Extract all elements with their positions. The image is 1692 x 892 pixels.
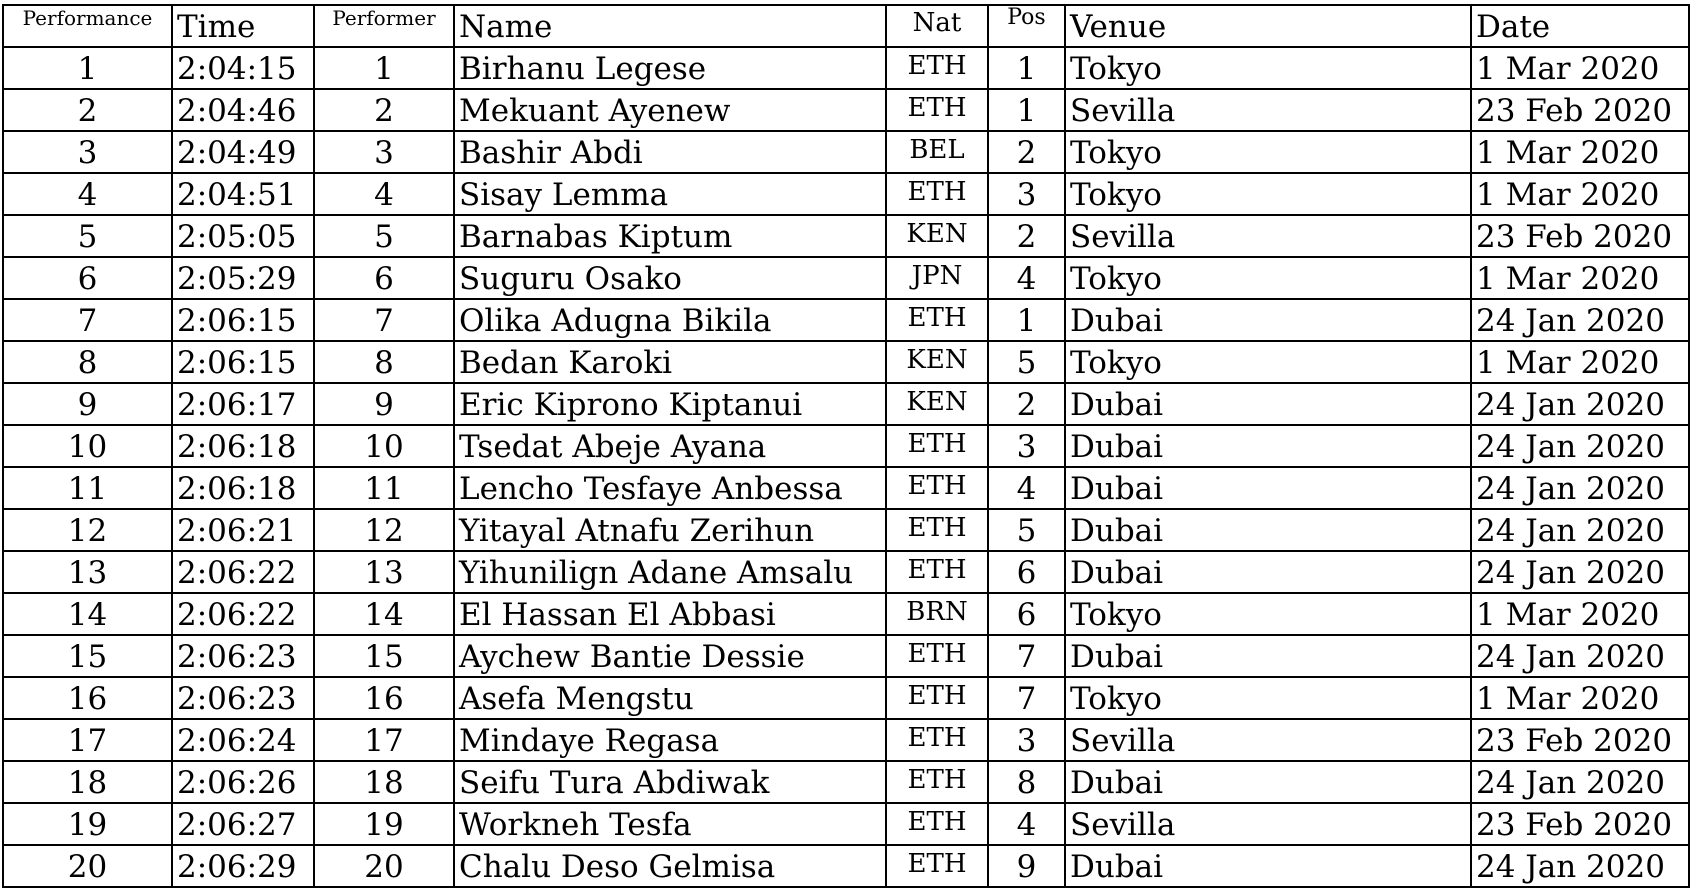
cell-nat: KEN bbox=[886, 215, 988, 257]
cell-performance: 19 bbox=[3, 803, 172, 845]
cell-venue: Dubai bbox=[1065, 509, 1471, 551]
cell-time: 2:06:26 bbox=[172, 761, 314, 803]
cell-venue: Dubai bbox=[1065, 425, 1471, 467]
cell-venue: Dubai bbox=[1065, 845, 1471, 887]
cell-name: Tsedat Abeje Ayana bbox=[454, 425, 886, 467]
cell-venue: Tokyo bbox=[1065, 677, 1471, 719]
cell-pos: 4 bbox=[988, 803, 1065, 845]
cell-performance: 13 bbox=[3, 551, 172, 593]
cell-time: 2:06:23 bbox=[172, 635, 314, 677]
cell-date: 24 Jan 2020 bbox=[1471, 551, 1689, 593]
cell-performance: 20 bbox=[3, 845, 172, 887]
cell-date: 1 Mar 2020 bbox=[1471, 131, 1689, 173]
cell-date: 23 Feb 2020 bbox=[1471, 719, 1689, 761]
cell-name: Barnabas Kiptum bbox=[454, 215, 886, 257]
cell-time: 2:06:17 bbox=[172, 383, 314, 425]
cell-venue: Tokyo bbox=[1065, 341, 1471, 383]
cell-time: 2:06:21 bbox=[172, 509, 314, 551]
cell-date: 1 Mar 2020 bbox=[1471, 677, 1689, 719]
cell-pos: 7 bbox=[988, 635, 1065, 677]
cell-pos: 2 bbox=[988, 131, 1065, 173]
cell-date: 24 Jan 2020 bbox=[1471, 509, 1689, 551]
table-row bbox=[3, 131, 1689, 173]
table-row bbox=[3, 299, 1689, 341]
cell-performer: 7 bbox=[314, 299, 454, 341]
cell-pos: 6 bbox=[988, 551, 1065, 593]
cell-nat: ETH bbox=[886, 719, 988, 761]
cell-name: Yihunilign Adane Amsalu bbox=[454, 551, 886, 593]
cell-time: 2:06:18 bbox=[172, 467, 314, 509]
cell-date: 24 Jan 2020 bbox=[1471, 467, 1689, 509]
cell-date: 1 Mar 2020 bbox=[1471, 173, 1689, 215]
cell-pos: 2 bbox=[988, 215, 1065, 257]
cell-time: 2:06:15 bbox=[172, 299, 314, 341]
cell-nat: ETH bbox=[886, 467, 988, 509]
cell-name: Lencho Tesfaye Anbessa bbox=[454, 467, 886, 509]
cell-time: 2:04:49 bbox=[172, 131, 314, 173]
cell-nat: ETH bbox=[886, 845, 988, 887]
table-row bbox=[3, 215, 1689, 257]
header-performer[interactable]: Performer bbox=[314, 5, 454, 47]
cell-time: 2:06:23 bbox=[172, 677, 314, 719]
cell-performer: 6 bbox=[314, 257, 454, 299]
cell-nat: ETH bbox=[886, 173, 988, 215]
header-row bbox=[3, 5, 1689, 47]
table-row bbox=[3, 719, 1689, 761]
cell-performer: 9 bbox=[314, 383, 454, 425]
cell-performance: 18 bbox=[3, 761, 172, 803]
cell-name: Seifu Tura Abdiwak bbox=[454, 761, 886, 803]
cell-name: Aychew Bantie Dessie bbox=[454, 635, 886, 677]
cell-date: 24 Jan 2020 bbox=[1471, 635, 1689, 677]
cell-performance: 10 bbox=[3, 425, 172, 467]
cell-time: 2:05:29 bbox=[172, 257, 314, 299]
cell-performer: 10 bbox=[314, 425, 454, 467]
cell-nat: ETH bbox=[886, 761, 988, 803]
cell-pos: 9 bbox=[988, 845, 1065, 887]
cell-performer: 16 bbox=[314, 677, 454, 719]
cell-pos: 4 bbox=[988, 257, 1065, 299]
table-row bbox=[3, 677, 1689, 719]
cell-venue: Dubai bbox=[1065, 635, 1471, 677]
cell-pos: 7 bbox=[988, 677, 1065, 719]
cell-venue: Dubai bbox=[1065, 551, 1471, 593]
table-row bbox=[3, 89, 1689, 131]
cell-time: 2:06:22 bbox=[172, 551, 314, 593]
cell-date: 1 Mar 2020 bbox=[1471, 47, 1689, 89]
table-row bbox=[3, 551, 1689, 593]
cell-nat: JPN bbox=[886, 257, 988, 299]
cell-performance: 2 bbox=[3, 89, 172, 131]
cell-date: 23 Feb 2020 bbox=[1471, 89, 1689, 131]
cell-nat: KEN bbox=[886, 383, 988, 425]
header-performance[interactable]: Performance bbox=[3, 5, 172, 47]
cell-nat: ETH bbox=[886, 509, 988, 551]
cell-performer: 12 bbox=[314, 509, 454, 551]
cell-venue: Sevilla bbox=[1065, 803, 1471, 845]
cell-nat: ETH bbox=[886, 677, 988, 719]
cell-name: Workneh Tesfa bbox=[454, 803, 886, 845]
cell-performer: 11 bbox=[314, 467, 454, 509]
cell-performance: 7 bbox=[3, 299, 172, 341]
table-row bbox=[3, 761, 1689, 803]
cell-time: 2:06:24 bbox=[172, 719, 314, 761]
cell-pos: 8 bbox=[988, 761, 1065, 803]
cell-pos: 4 bbox=[988, 467, 1065, 509]
cell-name: Olika Adugna Bikila bbox=[454, 299, 886, 341]
cell-performer: 5 bbox=[314, 215, 454, 257]
header-name[interactable]: Name bbox=[454, 5, 886, 47]
marathon-results-table bbox=[2, 4, 1690, 888]
cell-time: 2:05:05 bbox=[172, 215, 314, 257]
cell-name: Chalu Deso Gelmisa bbox=[454, 845, 886, 887]
cell-venue: Dubai bbox=[1065, 299, 1471, 341]
cell-performer: 15 bbox=[314, 635, 454, 677]
cell-date: 24 Jan 2020 bbox=[1471, 383, 1689, 425]
cell-name: Birhanu Legese bbox=[454, 47, 886, 89]
cell-date: 24 Jan 2020 bbox=[1471, 761, 1689, 803]
cell-nat: ETH bbox=[886, 89, 988, 131]
cell-date: 23 Feb 2020 bbox=[1471, 803, 1689, 845]
cell-pos: 1 bbox=[988, 47, 1065, 89]
cell-venue: Sevilla bbox=[1065, 215, 1471, 257]
cell-time: 2:06:15 bbox=[172, 341, 314, 383]
cell-nat: ETH bbox=[886, 299, 988, 341]
cell-pos: 1 bbox=[988, 89, 1065, 131]
header-venue[interactable]: Venue bbox=[1065, 5, 1471, 47]
cell-venue: Sevilla bbox=[1065, 89, 1471, 131]
cell-time: 2:06:29 bbox=[172, 845, 314, 887]
cell-name: Asefa Mengstu bbox=[454, 677, 886, 719]
cell-performance: 5 bbox=[3, 215, 172, 257]
cell-performance: 14 bbox=[3, 593, 172, 635]
table-row bbox=[3, 47, 1689, 89]
cell-performer: 19 bbox=[314, 803, 454, 845]
cell-venue: Tokyo bbox=[1065, 593, 1471, 635]
cell-performance: 17 bbox=[3, 719, 172, 761]
cell-nat: BEL bbox=[886, 131, 988, 173]
cell-name: Yitayal Atnafu Zerihun bbox=[454, 509, 886, 551]
cell-nat: ETH bbox=[886, 551, 988, 593]
cell-pos: 3 bbox=[988, 173, 1065, 215]
table-row bbox=[3, 173, 1689, 215]
cell-performer: 3 bbox=[314, 131, 454, 173]
cell-nat: BRN bbox=[886, 593, 988, 635]
cell-name: Eric Kiprono Kiptanui bbox=[454, 383, 886, 425]
cell-performer: 13 bbox=[314, 551, 454, 593]
table-row bbox=[3, 635, 1689, 677]
cell-performer: 2 bbox=[314, 89, 454, 131]
cell-name: Suguru Osako bbox=[454, 257, 886, 299]
cell-venue: Sevilla bbox=[1065, 719, 1471, 761]
cell-performance: 15 bbox=[3, 635, 172, 677]
cell-name: Sisay Lemma bbox=[454, 173, 886, 215]
cell-time: 2:06:18 bbox=[172, 425, 314, 467]
cell-nat: ETH bbox=[886, 47, 988, 89]
cell-date: 24 Jan 2020 bbox=[1471, 299, 1689, 341]
table-row bbox=[3, 467, 1689, 509]
cell-performer: 1 bbox=[314, 47, 454, 89]
cell-pos: 3 bbox=[988, 425, 1065, 467]
header-pos[interactable]: Pos bbox=[988, 5, 1065, 47]
cell-performance: 16 bbox=[3, 677, 172, 719]
cell-performer: 18 bbox=[314, 761, 454, 803]
cell-performance: 4 bbox=[3, 173, 172, 215]
cell-pos: 5 bbox=[988, 341, 1065, 383]
cell-performer: 8 bbox=[314, 341, 454, 383]
cell-pos: 2 bbox=[988, 383, 1065, 425]
cell-performer: 4 bbox=[314, 173, 454, 215]
header-date[interactable]: Date bbox=[1471, 5, 1689, 47]
table-body bbox=[3, 47, 1689, 887]
cell-venue: Tokyo bbox=[1065, 173, 1471, 215]
cell-performer: 17 bbox=[314, 719, 454, 761]
cell-time: 2:06:22 bbox=[172, 593, 314, 635]
table-row bbox=[3, 341, 1689, 383]
cell-pos: 6 bbox=[988, 593, 1065, 635]
cell-pos: 3 bbox=[988, 719, 1065, 761]
cell-time: 2:04:15 bbox=[172, 47, 314, 89]
cell-pos: 1 bbox=[988, 299, 1065, 341]
cell-performer: 20 bbox=[314, 845, 454, 887]
cell-performance: 12 bbox=[3, 509, 172, 551]
cell-time: 2:04:51 bbox=[172, 173, 314, 215]
header-nat[interactable]: Nat bbox=[886, 5, 988, 47]
cell-date: 1 Mar 2020 bbox=[1471, 257, 1689, 299]
cell-pos: 5 bbox=[988, 509, 1065, 551]
cell-nat: ETH bbox=[886, 803, 988, 845]
header-time[interactable]: Time bbox=[172, 5, 314, 47]
cell-name: El Hassan El Abbasi bbox=[454, 593, 886, 635]
cell-venue: Tokyo bbox=[1065, 257, 1471, 299]
cell-performer: 14 bbox=[314, 593, 454, 635]
cell-venue: Dubai bbox=[1065, 467, 1471, 509]
cell-time: 2:06:27 bbox=[172, 803, 314, 845]
cell-name: Bedan Karoki bbox=[454, 341, 886, 383]
cell-nat: KEN bbox=[886, 341, 988, 383]
cell-name: Bashir Abdi bbox=[454, 131, 886, 173]
table-row bbox=[3, 383, 1689, 425]
cell-nat: ETH bbox=[886, 425, 988, 467]
cell-venue: Dubai bbox=[1065, 761, 1471, 803]
cell-date: 1 Mar 2020 bbox=[1471, 593, 1689, 635]
table-row bbox=[3, 845, 1689, 887]
cell-performance: 11 bbox=[3, 467, 172, 509]
cell-venue: Tokyo bbox=[1065, 131, 1471, 173]
cell-venue: Tokyo bbox=[1065, 47, 1471, 89]
table-row bbox=[3, 509, 1689, 551]
cell-date: 1 Mar 2020 bbox=[1471, 341, 1689, 383]
table-row bbox=[3, 257, 1689, 299]
cell-nat: ETH bbox=[886, 635, 988, 677]
cell-performance: 9 bbox=[3, 383, 172, 425]
table-row bbox=[3, 593, 1689, 635]
cell-name: Mekuant Ayenew bbox=[454, 89, 886, 131]
cell-performance: 6 bbox=[3, 257, 172, 299]
cell-venue: Dubai bbox=[1065, 383, 1471, 425]
cell-performance: 1 bbox=[3, 47, 172, 89]
cell-performance: 8 bbox=[3, 341, 172, 383]
table-row bbox=[3, 803, 1689, 845]
cell-time: 2:04:46 bbox=[172, 89, 314, 131]
cell-performance: 3 bbox=[3, 131, 172, 173]
cell-date: 24 Jan 2020 bbox=[1471, 845, 1689, 887]
cell-name: Mindaye Regasa bbox=[454, 719, 886, 761]
table-row bbox=[3, 425, 1689, 467]
cell-date: 24 Jan 2020 bbox=[1471, 425, 1689, 467]
cell-date: 23 Feb 2020 bbox=[1471, 215, 1689, 257]
